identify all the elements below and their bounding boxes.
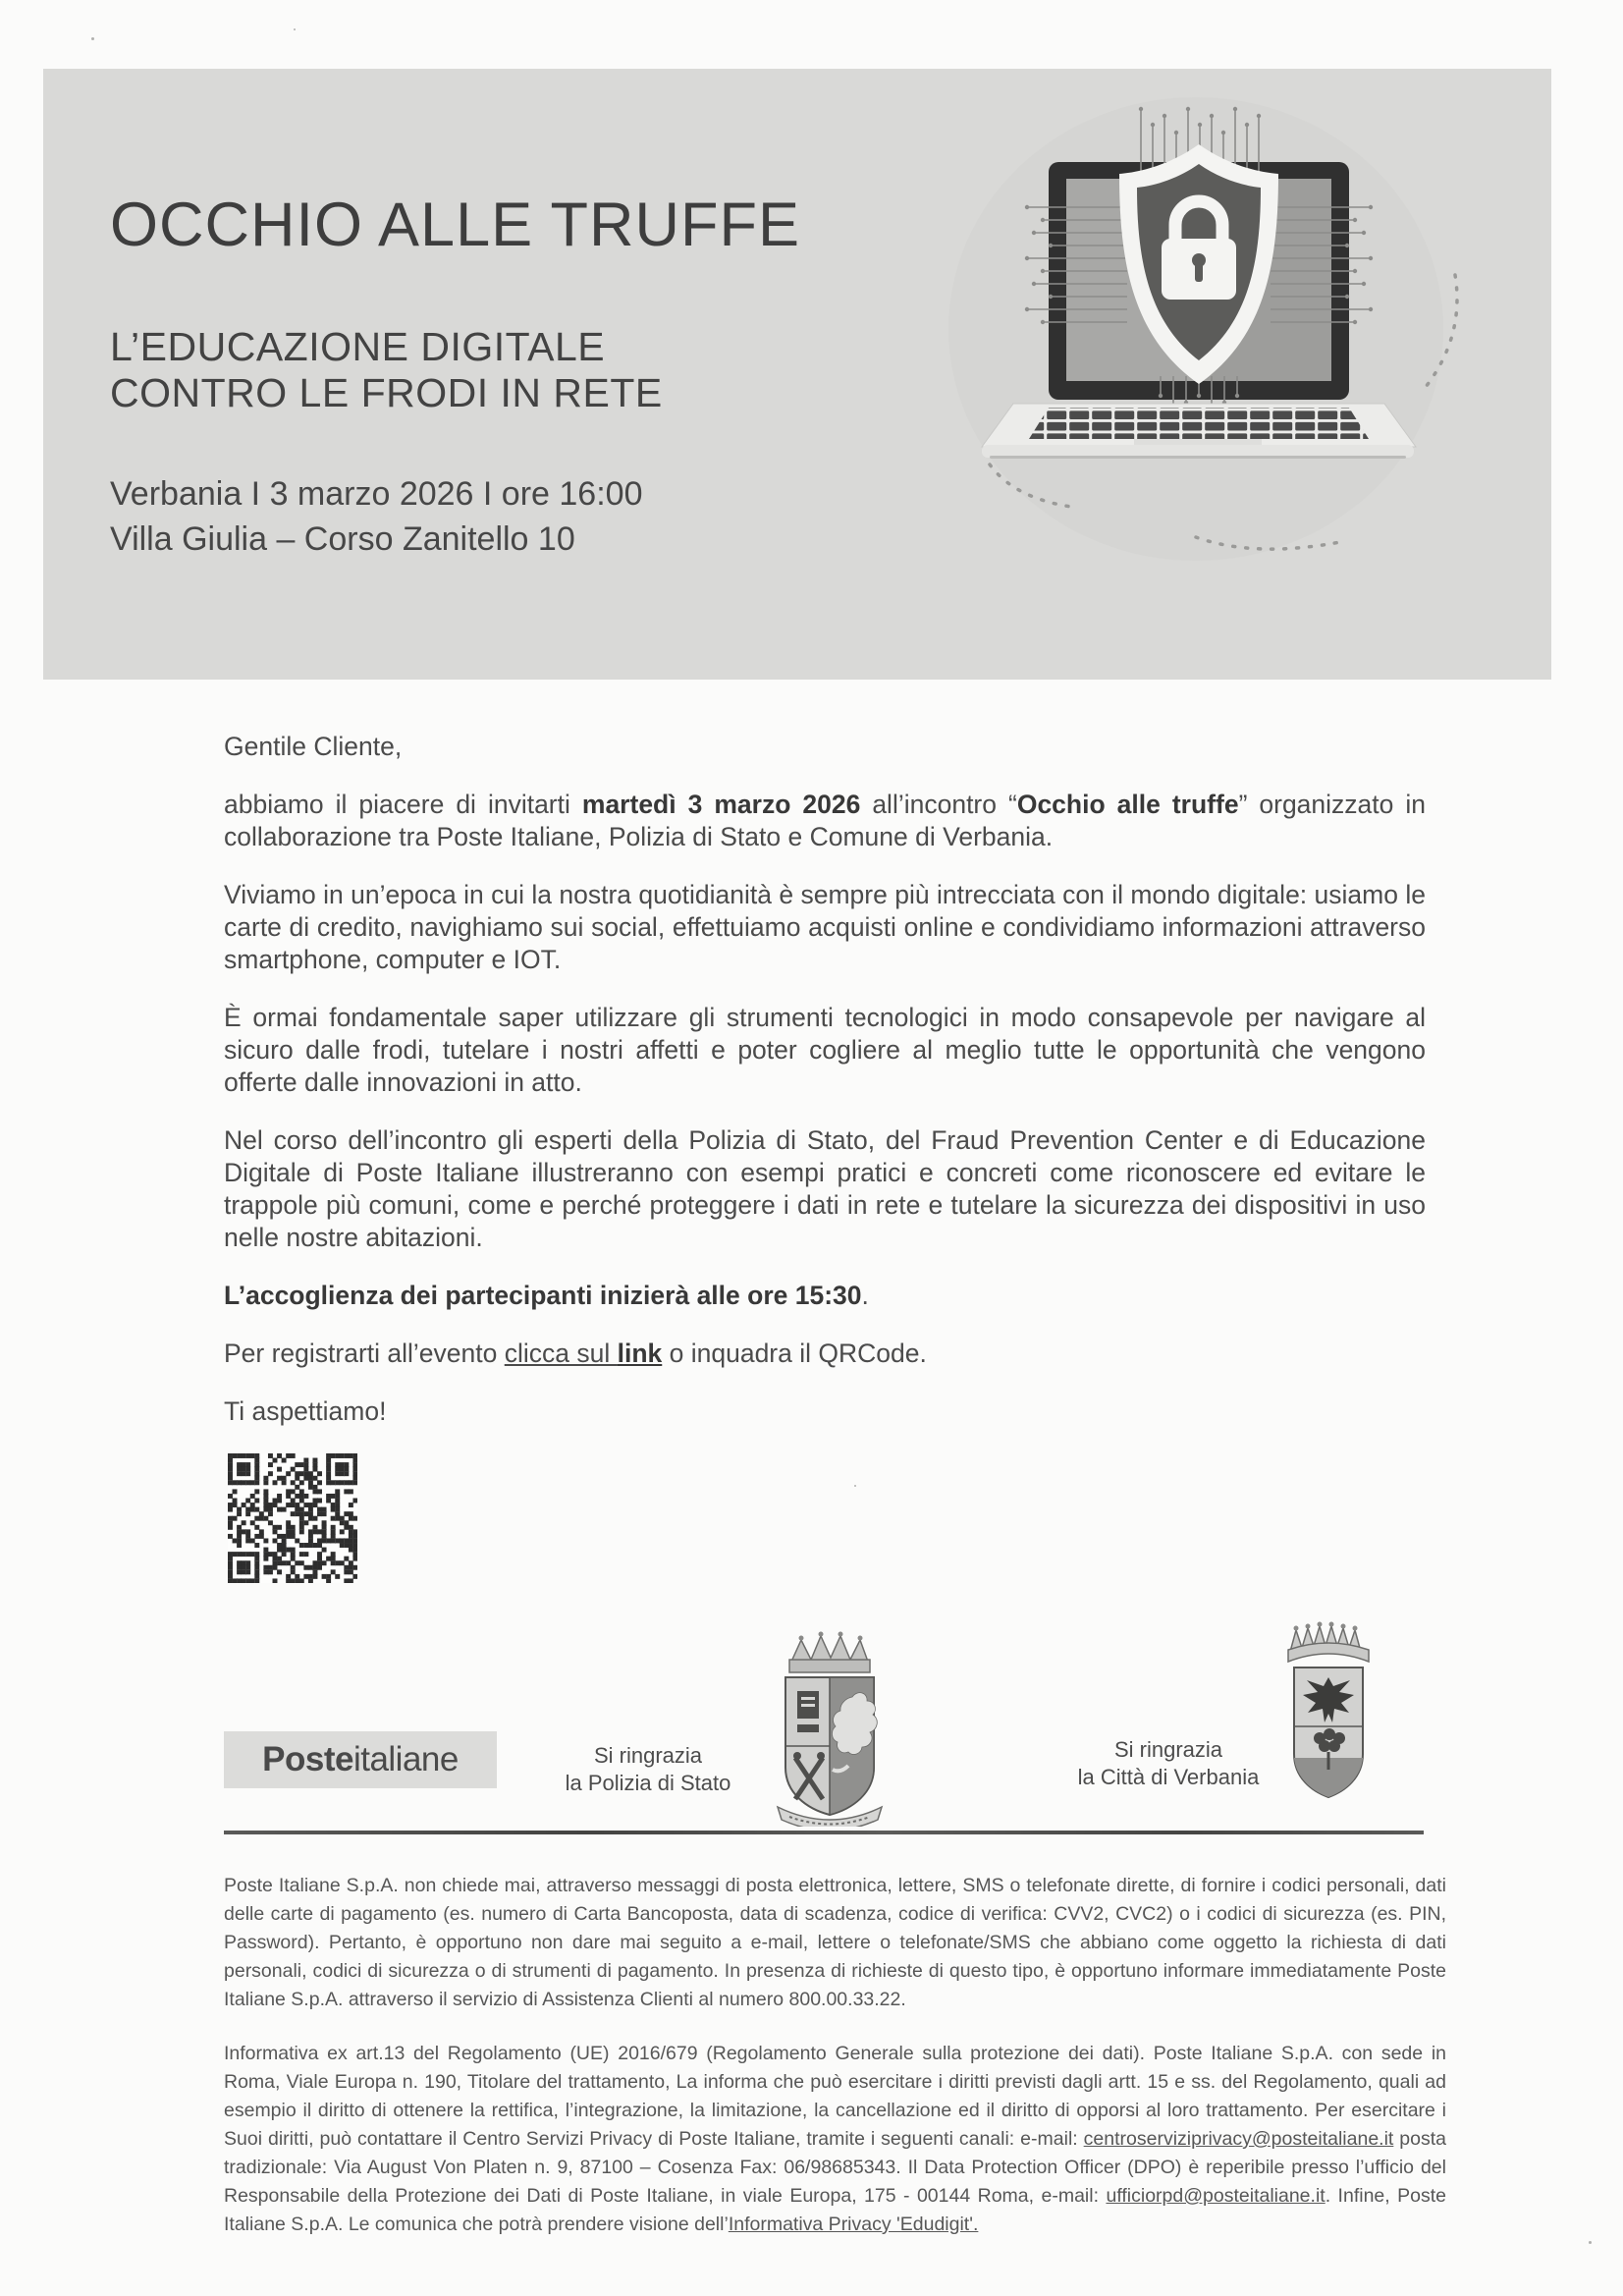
event-venue: Villa Giulia – Corso Zanitello 10 <box>110 520 575 558</box>
letter-paragraph: Ti aspettiamo! <box>224 1396 387 1426</box>
event-subtitle-line2: CONTRO LE FRODI IN RETE <box>110 370 663 415</box>
thanks-verbania-line2: la Città di Verbania <box>1077 1765 1260 1789</box>
scan-speck <box>91 37 94 40</box>
event-subtitle-line1: L’EDUCAZIONE DIGITALE <box>110 324 606 369</box>
legal-paragraph: Poste Italiane S.p.A. non chiede mai, attraverso messaggi di posta elettronica, lettere, SMS o telefonate dirette, di fornire i codici personali, dati delle carte di pagamento (es. numero di Carta Bancoposta, data di scadenza, codice di verifica: CVV2, CVC2) o i codici di sicurezza (es. PIN, Password). Pertanto, è opportuno non dare mai seguito a e-mail, lettere o telefonate/SMS che abbiano come oggetto la richiesta di dati personali, codici di sicurezza o di strumenti di pagamento. In presenza di richieste di questo tipo, è opportuno informare immediatamente Poste Italiane S.p.A. attraverso il servizio di Assistenza Clienti al numero 800.00.33.22. <box>224 1875 1446 2010</box>
verbania-crest-icon <box>1272 1611 1385 1807</box>
letter-paragraph: Viviamo in un’epoca in cui la nostra quotidianità è sempre più intrecciata con il mondo digitale: usiamo le carte di credito, navighiamo sui social, effettuiamo acquisti online e condividiamo informazioni attraverso smartphone, computer e IOT. <box>224 880 1426 974</box>
registration-link[interactable]: link <box>617 1339 663 1368</box>
footer-divider <box>224 1831 1424 1834</box>
letter-paragraph: Gentile Cliente, <box>224 732 403 761</box>
thanks-polizia-text <box>545 1742 751 1797</box>
letter-paragraph: abbiamo il piacere di invitarti martedì 3 marzo 2026 all’incontro “Occhio alle truffe” organizzato in collaborazione tra Poste Italiane, Polizia di Stato e Comune di Verbania. <box>224 790 1427 851</box>
letter-paragraph: Nel corso dell’incontro gli esperti della Polizia di Stato, del Fraud Prevention Center e di Educazione Digitale di Poste Italiane illustreranno con esempi pratici e concreti come riconoscere ed evitare le trappole più comuni, come e perché proteggere i dati in rete e tutelare la sicurezza dei dispositivi in uso nelle nostre abitazioni. <box>224 1125 1426 1252</box>
scan-speck <box>1589 2241 1592 2244</box>
event-title: OCCHIO ALLE TRUFFE <box>110 191 800 259</box>
scan-speck <box>294 28 296 30</box>
laptop-shield-illustration <box>933 93 1463 584</box>
thanks-verbania-text <box>1051 1736 1286 1791</box>
laptop-keyboard <box>982 404 1416 459</box>
letter-paragraph: È ormai fondamentale saper utilizzare gli strumenti tecnologici in modo consapevole per navigare al sicuro dalle frodi, tutelare i nostri affetti e poter cogliere al meglio tutte le opportunità che vengono offerte dalle innovazioni in atto. <box>224 1003 1426 1097</box>
privacy-email-link[interactable]: centroserviziprivacy@posteitaliane.it <box>1083 2128 1394 2150</box>
dpo-email-link[interactable]: ufficiorpd@posteitaliane.it <box>1106 2185 1325 2207</box>
event-date-location: Verbania I 3 marzo 2026 I ore 16:00 <box>110 475 643 513</box>
event-subtitle <box>110 324 663 416</box>
legal-paragraph: Informativa ex art.13 del Regolamento (UE) 2016/679 (Regolamento Generale sulla protezione dei dati). Poste Italiane S.p.A. con sede in Roma, Viale Europa n. 190, Titolare del trattamento, La informa che può esercitare i diritti previsti dagli artt. 15 e ss. del Regolamento, quali ad esempio il diritto di ottenere la rettifica, l’integrazione, la limitazione, la cancellazione ed il diritto di opporsi al loro trattamento. Per esercitare i Suoi diritti, può contattare il Centro Servizi Privacy di Poste Italiane, tramite i seguenti canali: e-mail: centroserviziprivacy@posteitaliane.it posta tradizionale: Via August Von Platen n. 9, 87100 – Cosenza Fax: 06/98685343. Il Data Protection Officer (DPO) è reperibile presso l’ufficio del Responsabile della Protezione dei Dati di Poste Italiane, in viale Europa, 175 - 00144 Roma, e-mail: ufficiorpd@posteitaliane.it. Infine, Poste Italiane S.p.A. Le comunica che potrà prendere visione dell’Informativa Privacy 'Edudigit'. <box>224 2043 1447 2235</box>
thanks-polizia-line1: Si ringrazia <box>593 1743 703 1768</box>
letter-body <box>224 731 1426 1583</box>
letter-paragraph: Per registrarti all’evento clicca sul link o inquadra il QRCode. <box>224 1339 927 1368</box>
registration-link[interactable]: clicca sul <box>504 1339 618 1368</box>
polizia-crest-icon <box>756 1620 903 1827</box>
informativa-privacy-link[interactable]: Informativa Privacy 'Edudigit'. <box>728 2214 979 2235</box>
thanks-polizia-line2: la Polizia di Stato <box>565 1771 731 1795</box>
qr-code <box>228 1453 357 1583</box>
poste-logo-bold: Poste <box>262 1740 353 1778</box>
poste-logo-regular: italiane <box>352 1740 459 1778</box>
letter-paragraph: L’accoglienza dei partecipanti inizierà alle ore 15:30. <box>224 1281 869 1310</box>
thanks-verbania-line1: Si ringrazia <box>1113 1737 1223 1762</box>
poste-italiane-logo <box>224 1731 497 1788</box>
legal-notice <box>224 1872 1446 2265</box>
event-banner <box>43 69 1551 680</box>
